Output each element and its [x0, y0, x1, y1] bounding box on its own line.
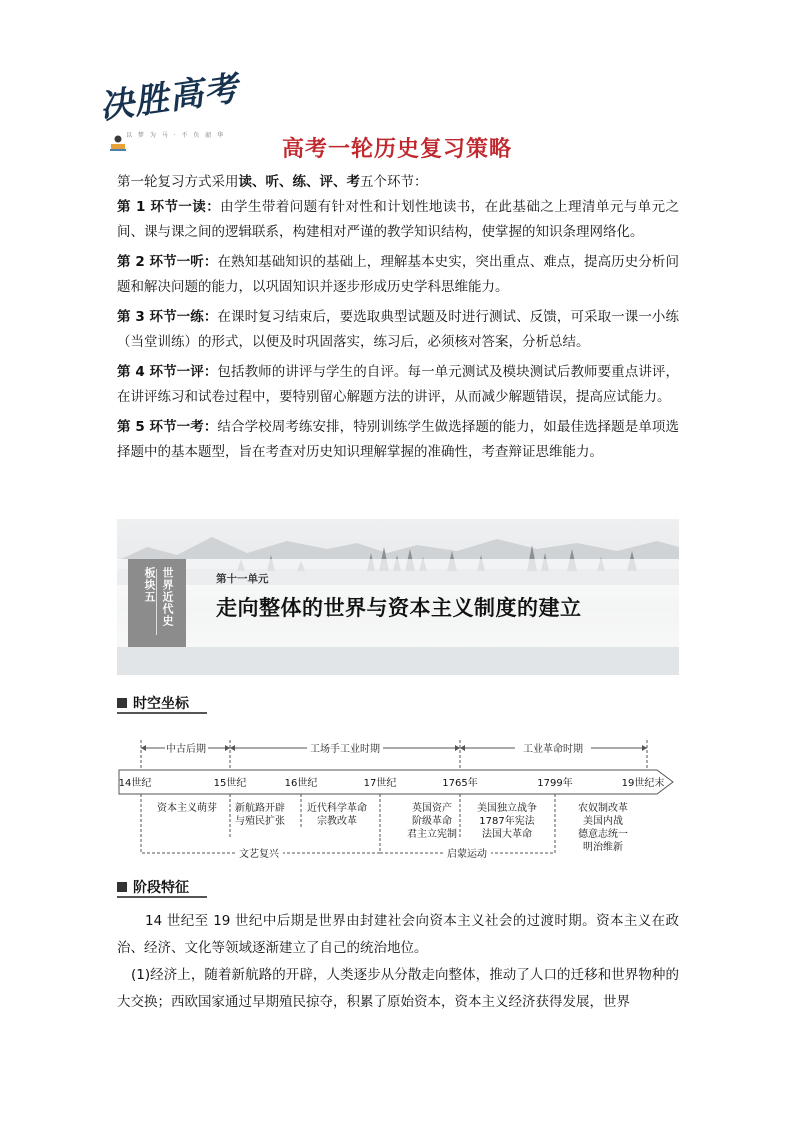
- event-text: 德意志统一: [578, 829, 628, 840]
- logo-subtitle: 以 梦 为 马 · 不 负 韶 华: [126, 132, 226, 139]
- tag-module: 板块五: [143, 567, 156, 603]
- tick-label: 17世纪: [363, 778, 397, 789]
- tick-label: 1765年: [442, 778, 478, 789]
- event-text: 资本主义萌芽: [157, 803, 217, 814]
- event-text: 阶级革命: [412, 816, 452, 827]
- section-tag: [128, 559, 186, 647]
- period-label: 中古后期: [166, 744, 206, 755]
- paragraph: 14 世纪至 19 世纪中后期是世界由封建社会向资本主义社会的过渡时期。资本主义在政治、经济、文化等领域逐渐建立了自己的统治地位。: [117, 913, 679, 956]
- square-bullet-icon: [117, 882, 127, 892]
- event-text: 宗教改革: [317, 816, 357, 827]
- square-bullet-icon: [117, 698, 127, 708]
- page-title: 高考一轮历史复习策略: [281, 137, 512, 162]
- unit-label: 第十一单元: [216, 573, 269, 585]
- step-label: 第 3 环节一练：: [117, 309, 218, 325]
- tag-topic: 世界近代史: [161, 567, 174, 627]
- event-text: 农奴制改革: [578, 803, 628, 814]
- step-text: 由学生带着问题有针对性和计划性地读书，在此基础之上理清单元与单元之间、课与课之间的逻辑联系，构建相对严谨的教学知识结构，使掌握的知识条理网络化。: [117, 199, 680, 240]
- event-text: 英国资产: [412, 803, 452, 814]
- tag-divider: [156, 569, 157, 635]
- event-text: 明治维新: [583, 842, 623, 853]
- step-paragraph: [117, 305, 679, 355]
- timeline-heading: [117, 693, 207, 713]
- intro-lead-bold: 读、听、练、评、考: [238, 174, 360, 190]
- event-text: 法国大革命: [482, 829, 532, 840]
- intro-lead-before: 第一轮复习方式采用: [117, 174, 239, 190]
- step-label: 第 2 环节一听：: [117, 254, 218, 270]
- timeline-diagram: [117, 728, 679, 868]
- step-text: 结合学校周考练安排，特别训练学生做选择题的能力，如最佳选择题是单项选择题中的基本题型，旨在考查对历史知识理解掌握的准确性，考查辩证思维能力。: [117, 419, 679, 460]
- heading-underline: [117, 896, 207, 898]
- intro-lead-after: 五个环节：: [360, 174, 428, 190]
- tick-label: 14世纪: [118, 778, 152, 789]
- unit-title: 走向整体的世界与资本主义制度的建立: [216, 596, 582, 620]
- heading-underline: [117, 712, 207, 714]
- step-text: 在课时复习结束后，要选取典型试题及时进行测试、反馈，可采取一课一小练（当堂训练）的形式，以便及时巩固落实，练习后，必须核对答案，分析总结。: [117, 309, 679, 350]
- event-text: 近代科学革命: [307, 803, 367, 814]
- step-label: 第 5 环节一考：: [117, 419, 218, 435]
- movement-label: 文艺复兴: [239, 849, 279, 860]
- features-text: [117, 908, 679, 1016]
- tick-label: 19世纪末: [621, 778, 665, 789]
- tick-label: 15世纪: [213, 778, 247, 789]
- intro-section: [117, 170, 679, 470]
- features-heading: [117, 877, 207, 897]
- event-text: 与殖民扩张: [235, 816, 285, 827]
- event-text: 美国独立战争: [477, 803, 537, 814]
- movement-label: 启蒙运动: [447, 849, 487, 860]
- event-text: 君主立宪制: [407, 829, 457, 840]
- step-text: 包括教师的讲评与学生的自评。每一单元测试及模块测试后教师要重点讲评，在讲评练习和试卷过程中，要特别留心解题方法的讲评，从而减少解题错误，提高应试能力。: [117, 364, 679, 405]
- step-paragraph: [117, 250, 679, 300]
- tick-label: 1799年: [537, 778, 573, 789]
- step-paragraph: [117, 360, 679, 410]
- intro-lead: [117, 170, 679, 195]
- event-text: 新航路开辟: [235, 803, 285, 814]
- timeline-heading-label: 时空坐标: [133, 696, 189, 712]
- step-label: 第 4 环节一评：: [117, 364, 218, 380]
- step-label: 第 1 环节一读：: [117, 199, 221, 215]
- period-label: 工场手工业时期: [310, 744, 380, 755]
- event-text: 美国内战: [583, 816, 623, 827]
- step-paragraph: [117, 415, 679, 465]
- tick-label: 16世纪: [284, 778, 318, 789]
- step-paragraph: [117, 195, 679, 245]
- step-text: 在熟知基础知识的基础上，理解基本史实，突出重点、难点，提高历史分析问题和解决问题的能力，以巩固知识并逐步形成历史学科思维能力。: [117, 254, 679, 295]
- period-label: 工业革命时期: [523, 744, 583, 755]
- paragraph: (1)经济上，随着新航路的开辟，人类逐步从分散走向整体，推动了人口的迁移和世界物种的大交换；西欧国家通过早期殖民掠夺，积累了原始资本，资本主义经济获得发展，世界: [117, 967, 679, 1010]
- logo-text: 决胜高考: [97, 68, 242, 128]
- features-heading-label: 阶段特征: [133, 880, 189, 896]
- event-text: 1787年宪法: [479, 816, 535, 827]
